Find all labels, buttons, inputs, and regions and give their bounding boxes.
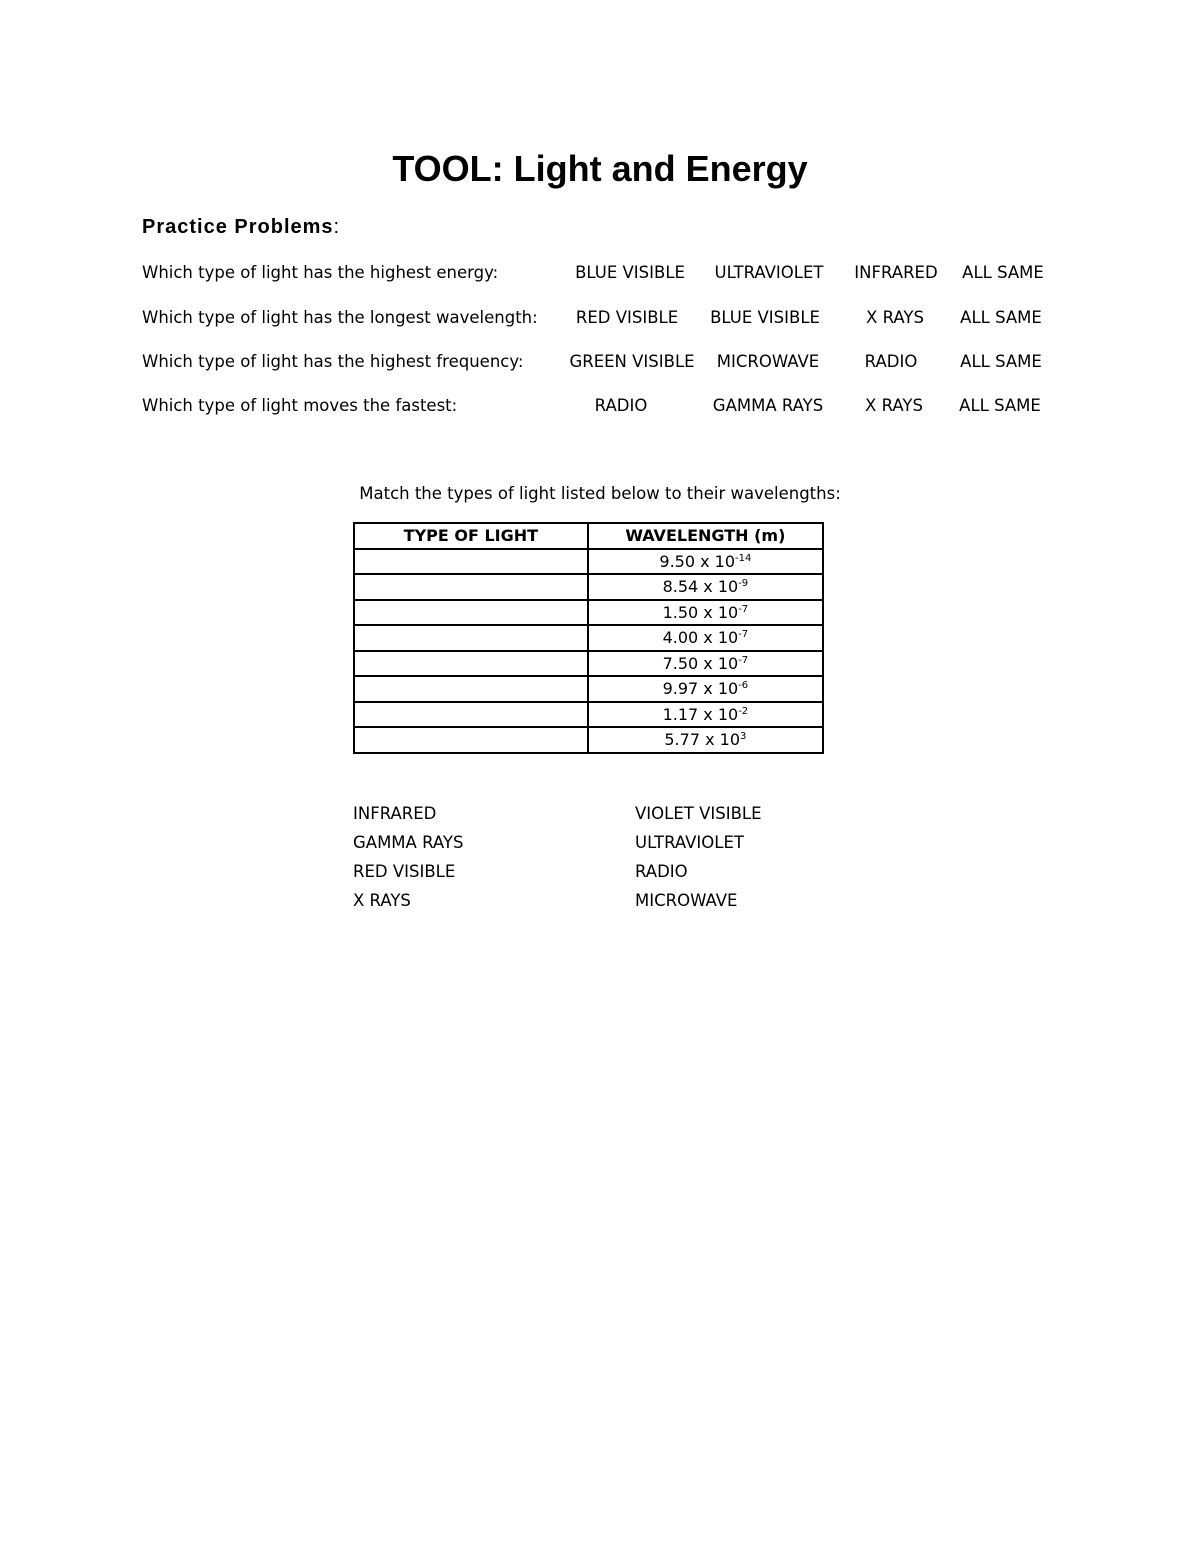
question-4-text: Which type of light moves the fastest: xyxy=(142,396,458,415)
wavelength-cell xyxy=(588,600,823,626)
practice-heading-colon: : xyxy=(333,216,340,238)
wavelength-exponent: -6 xyxy=(738,680,749,692)
question-4-option-3[interactable]: X RAYS xyxy=(865,396,923,415)
table-row xyxy=(354,600,823,626)
wavelength-mantissa: 5.77 x 10 xyxy=(664,730,740,750)
type-of-light-cell[interactable] xyxy=(354,574,588,600)
question-2-option-1[interactable]: RED VISIBLE xyxy=(575,308,679,327)
word-bank-item: MICROWAVE xyxy=(635,891,738,910)
table-row xyxy=(354,676,823,702)
wavelength-mantissa: 9.50 x 10 xyxy=(659,551,736,571)
type-of-light-cell[interactable] xyxy=(354,625,588,651)
wavelength-exponent: -7 xyxy=(738,603,749,615)
question-1-option-4[interactable]: ALL SAME xyxy=(962,263,1044,282)
question-2-option-4[interactable]: ALL SAME xyxy=(960,308,1042,327)
type-of-light-cell[interactable] xyxy=(354,600,588,626)
table-row xyxy=(354,702,823,728)
question-3-option-3[interactable]: RADIO xyxy=(864,352,918,371)
type-of-light-header: TYPE OF LIGHT xyxy=(354,523,588,549)
question-1-option-1[interactable]: BLUE VISIBLE xyxy=(575,263,685,282)
wavelength-exponent: -7 xyxy=(738,629,749,641)
word-bank-item: GAMMA RAYS xyxy=(353,833,464,852)
question-1-text: Which type of light has the highest energy: xyxy=(142,263,499,282)
wavelength-cell xyxy=(588,702,823,728)
word-bank-item: ULTRAVIOLET xyxy=(635,833,744,852)
question-3-option-1[interactable]: GREEN VISIBLE xyxy=(569,352,695,371)
wavelength-cell xyxy=(588,549,823,575)
wavelength-cell xyxy=(588,651,823,677)
wavelength-cell xyxy=(588,676,823,702)
type-of-light-cell[interactable] xyxy=(354,549,588,575)
wavelength-mantissa: 1.17 x 10 xyxy=(662,704,739,724)
table-header-row xyxy=(354,523,823,549)
question-3 xyxy=(0,350,1200,374)
wavelength-cell xyxy=(588,625,823,651)
wavelength-exponent: 3 xyxy=(740,731,747,743)
practice-heading-label: Practice Problems xyxy=(142,216,334,238)
question-3-text: Which type of light has the highest frequency: xyxy=(142,352,524,371)
matching-instruction: Match the types of light listed below to their wavelengths: xyxy=(359,484,841,503)
question-2-option-3[interactable]: X RAYS xyxy=(866,308,924,327)
page-title: TOOL: Light and Energy xyxy=(392,148,808,189)
question-1-option-3[interactable]: INFRARED xyxy=(854,263,938,282)
type-of-light-cell[interactable] xyxy=(354,651,588,677)
word-bank-item: X RAYS xyxy=(353,891,411,910)
wavelength-table xyxy=(353,522,824,754)
practice-heading xyxy=(142,214,339,240)
wavelength-mantissa: 9.97 x 10 xyxy=(662,679,739,699)
question-1-option-2[interactable]: ULTRAVIOLET xyxy=(714,263,824,282)
question-2 xyxy=(0,306,1200,330)
wavelength-mantissa: 1.50 x 10 xyxy=(662,602,739,622)
type-of-light-cell[interactable] xyxy=(354,676,588,702)
question-3-option-4[interactable]: ALL SAME xyxy=(960,352,1042,371)
question-4-option-4[interactable]: ALL SAME xyxy=(959,396,1041,415)
table-row xyxy=(354,549,823,575)
type-of-light-cell[interactable] xyxy=(354,727,588,753)
wavelength-cell xyxy=(588,727,823,753)
wavelength-mantissa: 7.50 x 10 xyxy=(662,653,739,673)
wavelength-header: WAVELENGTH (m) xyxy=(588,523,823,549)
wavelength-exponent: -9 xyxy=(738,578,749,590)
word-bank-item: INFRARED xyxy=(353,804,437,823)
wavelength-exponent: -14 xyxy=(735,552,752,564)
word-bank-item: RED VISIBLE xyxy=(353,862,456,881)
question-4-option-2[interactable]: GAMMA RAYS xyxy=(712,396,824,415)
wavelength-mantissa: 8.54 x 10 xyxy=(662,577,739,597)
word-bank-item: VIOLET VISIBLE xyxy=(635,804,762,823)
wavelength-cell xyxy=(588,574,823,600)
wavelength-mantissa: 4.00 x 10 xyxy=(662,628,739,648)
question-4 xyxy=(0,394,1200,418)
question-3-option-2[interactable]: MICROWAVE xyxy=(716,352,820,371)
table-row xyxy=(354,574,823,600)
table-row xyxy=(354,727,823,753)
table-row xyxy=(354,625,823,651)
question-2-option-2[interactable]: BLUE VISIBLE xyxy=(710,308,820,327)
type-of-light-cell[interactable] xyxy=(354,702,588,728)
question-4-option-1[interactable]: RADIO xyxy=(594,396,648,415)
question-2-text: Which type of light has the longest wavelength: xyxy=(142,308,538,327)
word-bank-item: RADIO xyxy=(635,862,688,881)
word-bank-right xyxy=(635,799,762,915)
wavelength-exponent: -7 xyxy=(738,654,749,666)
table-row xyxy=(354,651,823,677)
question-1 xyxy=(0,261,1200,285)
word-bank-left xyxy=(353,799,463,915)
wavelength-exponent: -2 xyxy=(738,705,749,717)
